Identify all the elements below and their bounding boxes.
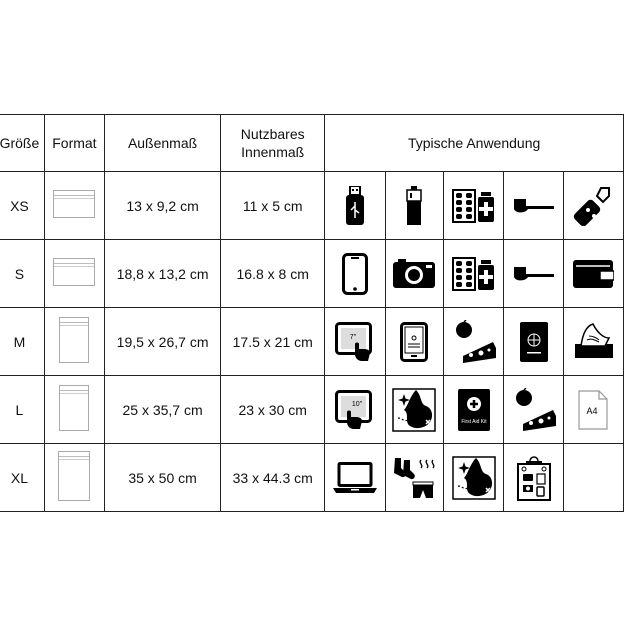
fruit-cheese-icon — [444, 308, 504, 376]
table-row — [0, 444, 624, 512]
outer-cell: 18,8 x 13,2 cm — [104, 240, 220, 308]
camera-icon — [385, 240, 444, 308]
format-cell — [44, 444, 104, 512]
header-outer: Außenmaß — [104, 115, 220, 172]
size-table — [0, 114, 624, 512]
bag-portrait-icon — [58, 451, 90, 501]
table-row — [0, 376, 624, 444]
svg-text:First Aid Kit: First Aid Kit — [461, 418, 487, 425]
pipe-icon — [504, 172, 563, 240]
pipe-icon — [504, 240, 563, 308]
header-format: Format — [44, 115, 104, 172]
usb-stick-icon — [325, 172, 385, 240]
fruit-cheese-icon — [504, 376, 563, 444]
size-cell: M — [0, 308, 44, 376]
size-cell: L — [0, 376, 44, 444]
car-key-icon — [563, 172, 623, 240]
clothes-icon — [385, 444, 444, 512]
first-aid-kit-icon — [444, 376, 504, 444]
svg-text:10": 10" — [351, 400, 363, 408]
header-usage: Typische Anwendung — [325, 115, 624, 172]
size-cell: S — [0, 240, 44, 308]
size-cell: XS — [0, 172, 44, 240]
table-row — [0, 240, 624, 308]
outer-cell: 13 x 9,2 cm — [104, 172, 220, 240]
header-row — [0, 115, 624, 172]
smartphone-icon — [325, 240, 385, 308]
bag-portrait-icon — [59, 317, 89, 363]
bag-landscape-icon — [53, 190, 95, 218]
laptop-icon — [325, 444, 385, 512]
a4-document-icon — [563, 376, 623, 444]
inner-cell: 17.5 x 21 cm — [221, 308, 325, 376]
wallet-icon — [563, 240, 623, 308]
bag-landscape-icon — [53, 258, 95, 286]
svg-text:A4: A4 — [586, 405, 598, 416]
pills-icon — [444, 240, 504, 308]
pills-icon — [444, 172, 504, 240]
bag-portrait-icon — [59, 385, 89, 431]
outer-cell: 35 x 50 cm — [104, 444, 220, 512]
format-cell — [44, 308, 104, 376]
outer-cell: 25 x 35,7 cm — [104, 376, 220, 444]
map-icon — [444, 444, 504, 512]
tablet-10-icon — [325, 376, 385, 444]
header-size: Größe — [0, 115, 44, 172]
format-cell — [44, 240, 104, 308]
inner-cell: 23 x 30 cm — [221, 376, 325, 444]
table-row — [0, 308, 624, 376]
size-cell: XL — [0, 444, 44, 512]
svg-text:7": 7" — [349, 333, 357, 341]
clipboard-icon — [504, 444, 563, 512]
battery-icon — [385, 172, 444, 240]
empty-usage-cell — [563, 444, 623, 512]
format-cell — [44, 172, 104, 240]
table-row — [0, 172, 624, 240]
tablet-7-icon — [325, 308, 385, 376]
map-icon — [385, 376, 444, 444]
passport-icon — [504, 308, 563, 376]
inner-cell: 11 x 5 cm — [221, 172, 325, 240]
inner-cell: 33 x 44.3 cm — [221, 444, 325, 512]
format-cell — [44, 376, 104, 444]
wipes-icon — [563, 308, 623, 376]
header-inner: Nutzbares Innenmaß — [221, 115, 325, 172]
ereader-icon — [385, 308, 444, 376]
inner-cell: 16.8 x 8 cm — [221, 240, 325, 308]
outer-cell: 19,5 x 26,7 cm — [104, 308, 220, 376]
